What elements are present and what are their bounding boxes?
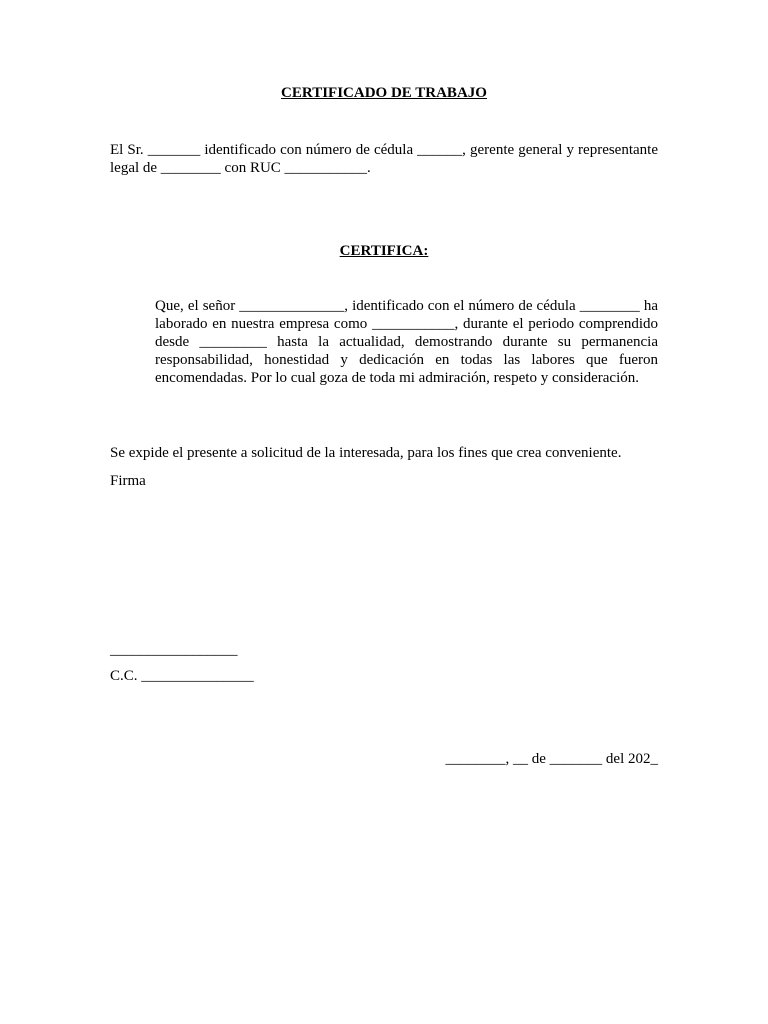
document-title: CERTIFICADO DE TRABAJO: [281, 85, 487, 101]
certifica-heading: CERTIFICA:: [339, 243, 429, 259]
closing-paragraph: Se expide el presente a solicitud de la interesada, para los fines que crea conveniente.: [110, 445, 622, 461]
date-line: ________, __ de _______ del 202_: [445, 751, 658, 767]
intro-paragraph: El Sr. _______ identificado con número de cédula ______, gerente general y representante legal de ________ con RUC ___________.: [110, 142, 658, 176]
signature-line: _________________: [110, 642, 238, 658]
certification-paragraph: Que, el señor ______________, identificado con el número de cédula ________ ha laborado en nuestra empresa como ___________, durante el periodo comprendido desde _________ hasta la actualidad, demostrando durante su permanencia responsabilidad, honestidad y dedicación en todas las labores que fueron encomendadas. Por lo cual goza de toda mi admiración, respeto y consideración.: [155, 298, 658, 386]
signature-label: Firma: [110, 473, 146, 489]
cc-line: C.C. _______________: [110, 668, 254, 684]
